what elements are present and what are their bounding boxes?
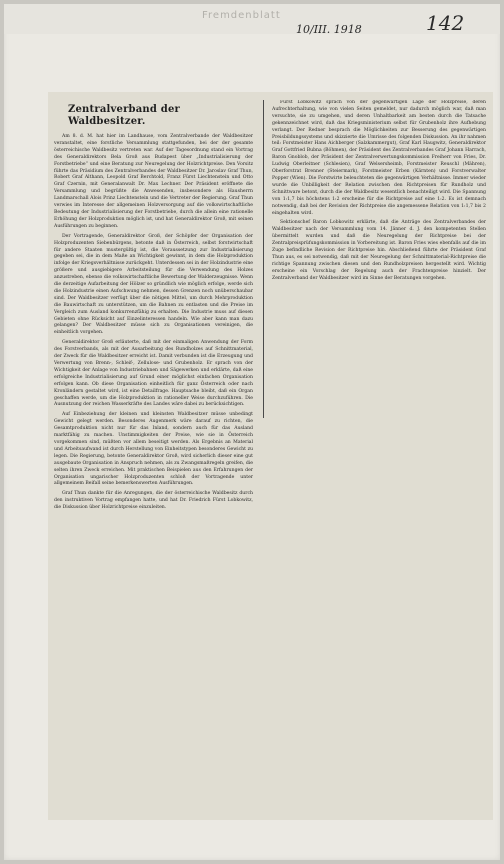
article-paragraph: Auf Einbeziehung der kleinen und kleinsten Waldbesitzer müsse unbedingt Gewicht gelegt werden. Besonderes Augenmerk wäre darauf zu richten, die Gesamtproduktion nicht nur für das Inland, sondern auch für das Ausland marktfähig zu machen. Unstimmigkeiten der Preise, wie sie in Österreich vorgekommen sind, müßten vor allem beseitigt werden. Als Ergebnis an Material und Arbeitsaufwand ist durch Herstellung von Einheitstypen besonderes Gewicht zu legen. Die Regierung, betonte Generaldirektor Groß, wird sicherlich dieser eine gut ausgebaute Organisation in Anspruch nehmen, als zu Zwangsmaßregeln greifen, die selten ihren Zweck erreichen. Mit praktischen Beispielen aus den Erfahrungen der Organisation ungarischer Holzproduzenten schloß der Vortragende unter allgemeinem Beifall seine bemerkenswerten Ausführungen. <box>54 412 253 487</box>
article-paragraph: Fürst Lobkowitz sprach von der gegenwärtigen Lage der Holzpreise, deren Aufrechterhaltung, wie von vielen Seiten gemeldet, nur dadurch möglich war, daß man versuchte, sie zu umgehen, und deren Unhaltbarkeit am besten durch die Tatsache gekennzeichnet wird, daß das Kriegsministerium selbst für Grubenholz ihre Aufhebung verlangt. Der Redner besprach die Möglichkeiten zur Besserung des gegenwärtigen Preisbildungssystems und skizzierte die Umrisse des folgenden Diskussion. An ihr nahmen teil: Forstmeister Hans Aichberger (Salzkammergut), Graf Karl Haugwitz, Generaldirektor Graf Gottfried Bubna (Böhmen), der Präsident des Zentralverbandes Graf Johann Harrach, Baron Gnoblob, der Präsident der Zentralverwertungskommission Freiherr von Fries, Dr. Ludwig Oberleitner (Schlesien), Graf Welsersheimb, Forstmeister Reuschl (Mähren), Oberforstrat Brenner (Steiermark), Forstmeister Erben (Kärnten) und Forstverwalter Popper (Wien). Die Forstwirte beleuchteten die gegenwärtigen Verhältnisse. Immer wieder wurde die Unbilligkeit der Relation zwischen den Richtpreisen für Rundholz und Schnittware betont, durch die der Waldbesitz wesentlich benachteiligt wird. Die Spannung von 1:1,7 bis höchstens 1:2 erscheine für die Richtpreise auf eine 1:2. Es ist demnach notwendig, daß bei der Revision der Richtpreise die angemessene Relation von 1:1,7 bis 2 eingehalten wird. <box>272 100 486 216</box>
handwritten-date: 10/III. 1918 <box>296 23 362 36</box>
handwritten-page-number: 142 <box>426 11 465 35</box>
article-paragraph: Am 8. d. M. hat hier im Landhause, vom Zentralverbande der Waldbesitzer veranstaltet, eine forstliche Versammlung stattgefunden, bei der der gesamte österreichische Waldbesitz vertreten war. Auf der Tagesordnung stand ein Vortrag des Generaldirektors Bela Groß aus Budapest über „Industrialisierung der Forstbetriebe“ und eine Beratung zur Neuregelung der Holzrichtpreise. Den Vorsitz führte das Präsidium des Zentralverbandes der Waldbesitzer Dr. Jaroslav Graf Thun, Robert Graf Althann, Leopold Graf Berchtold, Franz Fürst Liechtenstein und Otto Graf Czernin, mit Generalanwalt Dr. Max Lechner. Der Präsident eröffnete die Versammlung und begrüßte die Anwesenden, insbesondere als Hausherrn Landmarschall Alois Prinz Liechtenstein und die Vertreter der Regierung. Graf Thun verwies im Interesse der allgemeinen Holzversorgung auf die volkswirtschaftliche Bedeutung der Industrialisierung der Forstbetriebe, durch die allein eine rationelle Erhöhung der Holzproduktion möglich ist, und hat Generaldirektor Groß, mit seinen Ausführungen zu beginnen. <box>54 134 253 229</box>
article-left-column <box>54 100 253 820</box>
column-divider <box>263 100 264 418</box>
article-right-column <box>272 100 486 430</box>
source-stamp: Fremdenblatt <box>202 10 281 21</box>
article-paragraph: Der Vortragende, Generaldirektor Groß, der Schöpfer der Organisation der Holzproduzenten Siebenbürgens, betonte daß in Österreich, selbst forstwirtschaft für andere Staaten mustergültig ist, die Voraussetzung zur Industrialisierung gegeben sei, die in dem Maße an Wichtigkeit gewinnt, in dem die Holzproduktion infolge der Kriegsverhältnisse zurückgeht. Unterdessen sei in der Holzindustrie eine größere und ausgiebigere Arbeitsteilung für die Verwendung des Holzes anzustreben, ebenso die volkswirtschaftliche Bewertung der Walderzeugnisse. Wenn die derzeitige Aufarbeitung der Hölzer so gründlich wie möglich erfolge, werde sich die Holzindustrie einen Aufschwung nehmen, dessen Grenzen noch unüberschaubar sind. Der Waldbesitzer verfügt über die nötigen Mittel, um durch Mehrproduktion die Bauwirtschaft zu unterstützen, um die Bahnen zu entlasten und die Preise im Vergleich zum Ausland konkurrenzfähig zu erhalten. Die Industrie muss auf diesen Gebieten ohne Rücksicht auf Einzelinteressen handeln. Wie aber kann man dazu gelangen? Der Waldbesitzer müsse sich zu Organisationen vereinigen, die einheitlich vorgehen. <box>54 233 253 336</box>
newspaper-clipping <box>48 92 493 820</box>
article-paragraph: Sektionschef Baron Lobkowitz erklärte, daß die Anträge des Zentralverbandes der Waldbesitzer nach der Versammlung vom 14. Jänner d. J. den kompetenten Stellen übermittelt wurden und daß die Neuregelung der Richtpreise bei der Zentralpreisprüfungskommission in Vorbereitung ist. Baron Fries wies ebenfalls auf die im Zuge befindliche Revision der Richtpreise hin. Abschließend führte der Präsident Graf Thun aus, es sei notwendig, daß mit der Neuregelung der Schnittmaterial-Richtpreise die richtige Spannung zwischen diesen und den Rundholzpreisen hergestellt wird. Wichtig erscheine ein Vorschlag der Regelung auch der Frachtenpreise hinzielt. Der Zentralverband der Waldbesitzer wird im Sinne der Beratungen vorgehen. <box>272 220 486 281</box>
article-headline: Zentralverband der Waldbesitzer. <box>68 104 180 127</box>
article-paragraph: Generaldirektor Groß erläuterte, daß mit der einmaligen Anwendung der Form des Forstverbands, als mit der Ausarbeitung des Rundholzes auf Schnittmaterial, der Zweck für die Waldbesitzer erreicht ist. Damit verbunden ist die Erzeugung und Verwertung von Brenn-, Schleif-, Zellulose- und Grubenholz. Er sprach von der Wichtigkeit der Anlage von Industriebahnen und Sägewerken und erklärte, daß eine erfolgreiche Industrialisierung auf Grund einer möglichst einfachen Organisation erfolgen kann. Ob diese Organisation einheitlich für ganz Österreich oder nach Kronländern gestaltet wird, ist eine Detailfrage. Hauptsache bleibt, daß ein Organ geschaffen werde, um die Holzproduktion in rationeller Weise durchzuführen. Die Ausnutzung der reichen Wasserkräfte des Landes wäre dabei zu berücksichtigen. <box>54 340 253 408</box>
article-paragraph: Graf Thun dankte für die Anregungen, die der österreichische Waldbesitz durch den instruktiven Vortrag empfangen hatte, und hat Dr. Friedrich Fürst Lobkowitz, die Diskussion über Holzrichtpreise einzuleiten. <box>54 491 253 511</box>
